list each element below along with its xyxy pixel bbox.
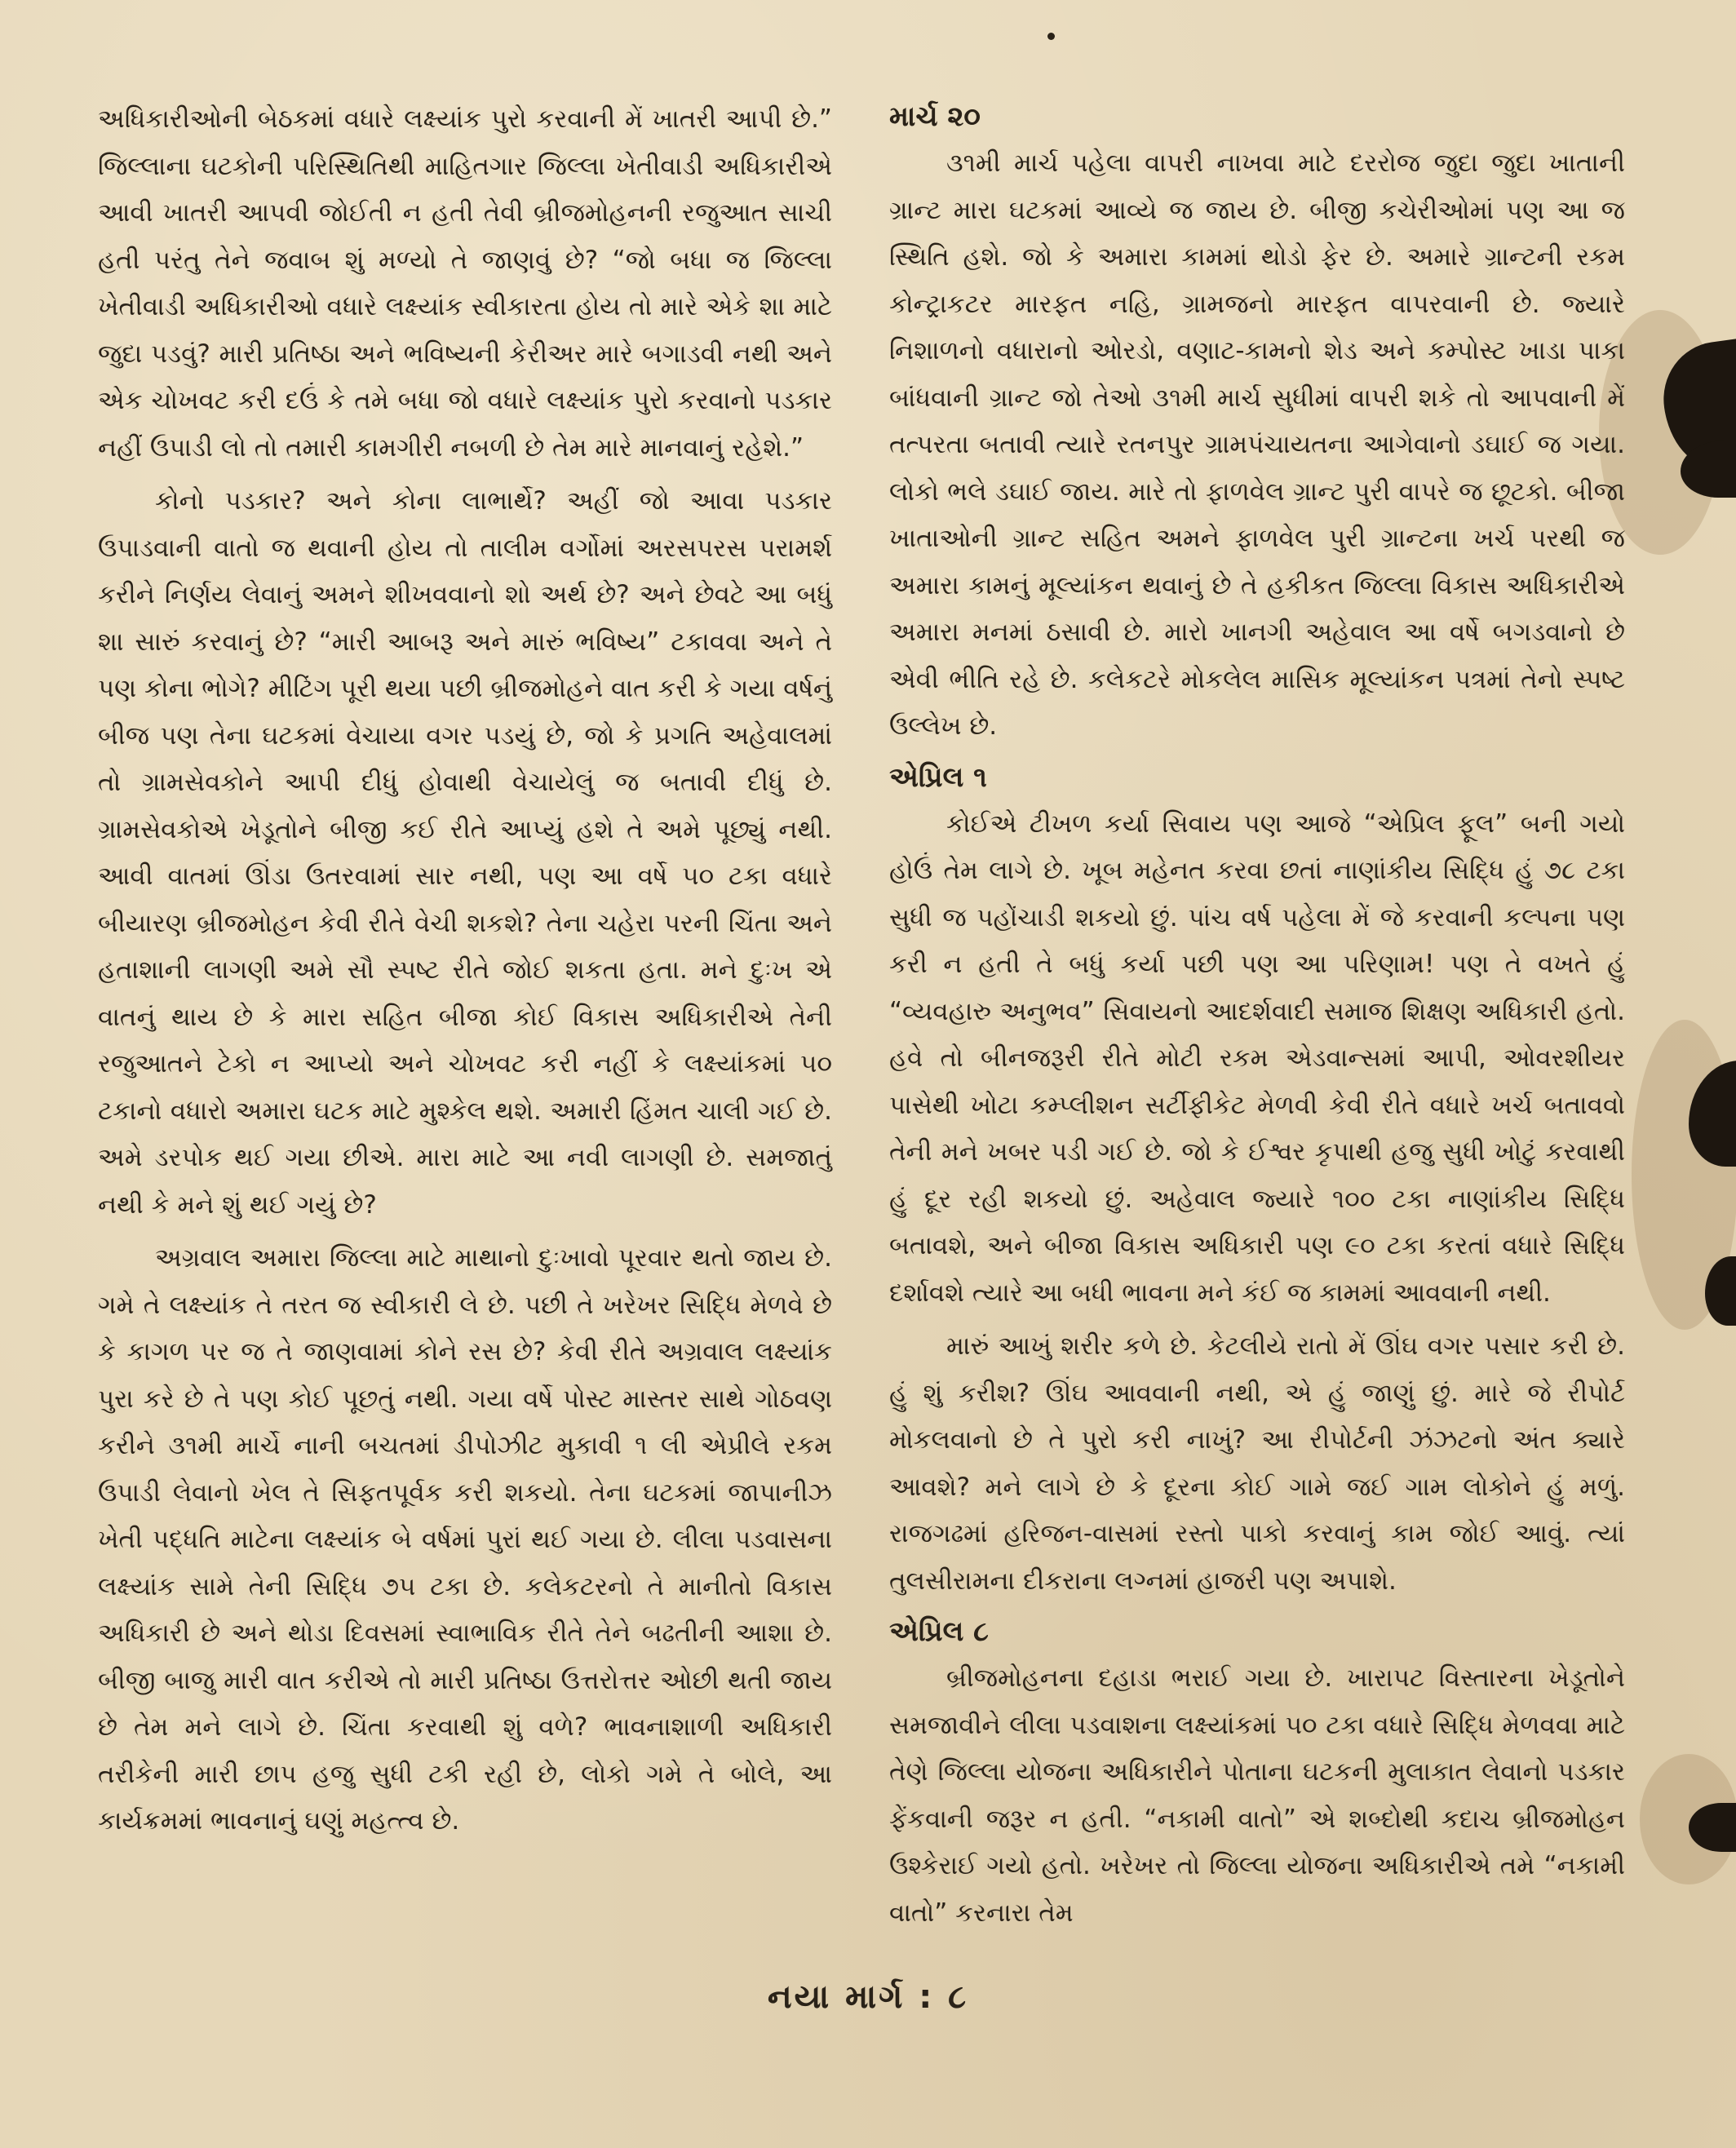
diary-date-heading: એપ્રિલ ૮	[889, 1615, 989, 1648]
body-paragraph: ૩૧મી માર્ચ પહેલા વાપરી નાખવા માટે દરરોજ જુદા જુદા ખાતાની ગ્રાન્ટ મારા ઘટકમાં આવ્યે જ જાય છે. બીજી કચેરીઓમાં પણ આ જ સ્થિતિ હશે. જો કે અમારા કામમાં થોડો ફેર છે. અમારે ગ્રાન્ટની રકમ કોન્ટ્રાકટર મારફત નહિ, ગ્રામજનો મારફત વાપરવાની છે. જ્યારે નિશાળનો વધારાનો ઓરડો, વણાટ-કામનો શેડ અને કમ્પોસ્ટ ખાડા પાકા બાંધવાની ગ્રાન્ટ જો તેઓ ૩૧મી માર્ચ સુધીમાં વાપરી શકે તો આપવાની મેં તત્પરતા બતાવી ત્યારે રતનપુર ગ્રામપંચાયતના આગેવાનો ડઘાઈ જ ગયા. લોકો ભલે ડઘાઈ જાય. મારે તો ફાળવેલ ગ્રાન્ટ પુરી વાપરે જ છૂટકો. બીજા ખાતાઓની ગ્રાન્ટ સહિત અમને ફાળવેલ પુરી ગ્રાન્ટના ખર્ચ પરથી જ અમારા કામનું મૂલ્યાંકન થવાનું છે તે હકીકત જિલ્લા વિકાસ અધિકારીએ અમારા મનમાં ઠસાવી છે. મારો ખાનગી અહેવાલ આ વર્ષે બગડવાનો છે એવી ભીતિ રહે છે. કલેકટરે મોકલેલ માસિક મૂલ્યાંકન પત્રમાં તેનો સ્પષ્ટ ઉલ્લેખ છે.	[889, 148, 1625, 741]
page-footer: નયા માર્ગ : ૮	[767, 1978, 969, 2016]
diary-date-heading: માર્ચ ૨૦	[889, 100, 981, 133]
right-column	[889, 96, 1625, 1943]
print-mark	[1047, 33, 1055, 40]
body-paragraph: અગ્રવાલ અમારા જિલ્લા માટે માથાનો દુઃખાવો પૂરવાર થતો જાય છે. ગમે તે લક્ષ્યાંક તે તરત જ સ્વીકારી લે છે. પછી તે ખરેખર સિદ્ધિ મેળવે છે કે કાગળ પર જ તે જાણવામાં કોને રસ છે? કેવી રીતે અગ્રવાલ લક્ષ્યાંક પુરા કરે છે તે પણ કોઈ પૂછતું નથી. ગયા વર્ષે પોસ્ટ માસ્તર સાથે ગોઠવણ કરીને ૩૧મી માર્ચે નાની બચતમાં ડીપોઝીટ મુકાવી ૧ લી એપ્રીલે રકમ ઉપાડી લેવાનો ખેલ તે સિફતપૂર્વક કરી શકયો. તેના ઘટકમાં જાપાનીઝ ખેતી પદ્ધતિ માટેના લક્ષ્યાંક બે વર્ષમાં પુરાં થઈ ગયા છે. લીલા પડવાસના લક્ષ્યાંક સામે તેની સિદ્ધિ ૭૫ ટકા છે. કલેકટરનો તે માનીતો વિકાસ અધિકારી છે અને થોડા દિવસમાં સ્વાભાવિક રીતે તેને બઢતીની આશા છે. બીજી બાજુ મારી વાત કરીએ તો મારી પ્રતિષ્ઠા ઉત્તરોત્તર ઓછી થતી જાય છે તેમ મને લાગે છે. ચિંતા કરવાથી શું વળે? ભાવનાશાળી અધિકારી તરીકેની મારી છાપ હજુ સુધી ટકી રહી છે, લોકો ગમે તે બોલે, આ કાર્યક્રમમાં ભાવનાનું ઘણું મહત્ત્વ છે.	[98, 1243, 832, 1836]
body-paragraph: બ્રીજમોહનના દહાડા ભરાઈ ગયા છે. ખારાપટ વિસ્તારના ખેડૂતોને સમજાવીને લીલા પડવાશના લક્ષ્યાંકમાં ૫૦ ટકા વધારે સિદ્ધિ મેળવવા માટે તેણે જિલ્લા યોજના અધિકારીને પોતાના ઘટકની મુલાકાત લેવાનો પડકાર ફેંકવાની જરૂર ન હતી. “નકામી વાતો” એ શબ્દોથી કદાચ બ્રીજમોહન ઉશ્કેરાઈ ગયો હતો. ખરેખર તો જિલ્લા યોજના અધિકારીએ તમે “નકામી વાતો” કરનારા તેમ	[889, 1663, 1625, 1928]
diary-date-heading: એપ્રિલ ૧	[889, 760, 987, 794]
body-paragraph: કોઈએ ટીખળ કર્યા સિવાય પણ આજે “એપ્રિલ ફૂલ” બની ગયો હોઉં તેમ લાગે છે. ખૂબ મહેનત કરવા છતાં નાણાંકીય સિદ્ધિ હું ૭૮ ટકા સુધી જ પહોંચાડી શકયો છું. પાંચ વર્ષ પહેલા મેં જે કરવાની કલ્પના પણ કરી ન હતી તે બધું કર્યા પછી પણ આ પરિણામ! પણ તે વખતે હું “વ્યવહારુ અનુભવ” સિવાયનો આદર્શવાદી સમાજ શિક્ષણ અધિકારી હતો. હવે તો બીનજરૂરી રીતે મોટી રકમ એડવાન્સમાં આપી, ઓવરશીયર પાસેથી ખોટા કમ્પ્લીશન સર્ટીફીકેટ મેળવી કેવી રીતે વધારે ખર્ચ બતાવવો તેની મને ખબર પડી ગઈ છે. જો કે ઈશ્વર કૃપાથી હજુ સુધી ખોટું કરવાથી હું દૂર રહી શકયો છું. અહેવાલ જ્યારે ૧૦૦ ટકા નાણાંકીય સિદ્ધિ બતાવશે, અને બીજા વિકાસ અધિકારી પણ ૯૦ ટકા કરતાં વધારે સિદ્ધિ દર્શાવશે ત્યારે આ બધી ભાવના મને કંઈ જ કામમાં આવવાની નથી.	[889, 808, 1625, 1308]
body-paragraph: અધિકારીઓની બેઠકમાં વધારે લક્ષ્યાંક પુરો કરવાની મેં ખાતરી આપી છે.” જિલ્લાના ઘટકોની પરિસ્થિતિથી માહિતગાર જિલ્લા ખેતીવાડી અધિકારીએ આવી ખાતરી આપવી જોઈતી ન હતી તેવી બ્રીજમોહનની રજુઆત સાચી હતી પરંતુ તેને જવાબ શું મળ્યો તે જાણવું છે? “જો બધા જ જિલ્લા ખેતીવાડી અધિકારીઓ વધારે લક્ષ્યાંક સ્વીકારતા હોય તો મારે એકે શા માટે જુદા પડવું? મારી પ્રતિષ્ઠા અને ભવિષ્યની કેરીઅર મારે બગાડવી નથી અને એક ચોખવટ કરી દઉં કે તમે બધા જો વધારે લક્ષ્યાંક પુરો કરવાનો પડકાર નહીં ઉપાડી લો તો તમારી કામગીરી નબળી છે તેમ મારે માનવાનું રહેશે.”	[98, 104, 832, 463]
body-paragraph: મારું આખું શરીર કળે છે. કેટલીયે રાતો મેં ઊંઘ વગર પસાર કરી છે. હું શું કરીશ? ઊંઘ આવવાની નથી, એ હું જાણું છું. મારે જે રીપોર્ટ મોકલવાનો છે તે પુરો કરી નાખું? આ રીપોર્ટની ઝંઝટનો અંત ક્યારે આવશે? મને લાગે છે કે દૂરના કોઈ ગામે જઈ ગામ લોકોને હું મળું. રાજગઢમાં હરિજન-વાસમાં રસ્તો પાકો કરવાનું કામ જોઈ આવું. ત્યાં તુલસીરામના દીકરાના લગ્નમાં હાજરી પણ અપાશે.	[889, 1331, 1625, 1596]
body-paragraph: કોનો પડકાર? અને કોના લાભાર્થે? અહીં જો આવા પડકાર ઉપાડવાની વાતો જ થવાની હોય તો તાલીમ વર્ગોમાં અરસપરસ પરામર્શ કરીને નિર્ણય લેવાનું અમને શીખવવાનો શો અર્થ છે? અને છેવટે આ બધું શા સારું કરવાનું છે? “મારી આબરૂ અને મારું ભવિષ્ય” ટકાવવા અને તે પણ કોના ભોગે? મીટિંગ પૂરી થયા પછી બ્રીજમોહને વાત કરી કે ગયા વર્ષનું બીજ પણ તેના ઘટકમાં વેચાયા વગર પડયું છે, જો કે પ્રગતિ અહેવાલમાં તો ગ્રામસેવકોને આપી દીધું હોવાથી વેચાયેલું જ બતાવી દીધું છે. ગ્રામસેવકોએ ખેડૂતોને બીજી કઈ રીતે આપ્યું હશે તે અમે પૂછ્યું નથી. આવી વાતમાં ઊંડા ઉતરવામાં સાર નથી, પણ આ વર્ષે ૫૦ ટકા વધારે બીયારણ બ્રીજમોહન કેવી રીતે વેચી શકશે? તેના ચહેરા પરની ચિંતા અને હતાશાની લાગણી અમે સૌ સ્પષ્ટ રીતે જોઈ શકતા હતા. મને દુઃખ એ વાતનું થાય છે કે મારા સહિત બીજા કોઈ વિકાસ અધિકારીએ તેની રજુઆતને ટેકો ન આપ્યો અને ચોખવટ કરી નહીં કે લક્ષ્યાંકમાં ૫૦ ટકાનો વધારો અમારા ઘટક માટે મુશ્કેલ થશે. અમારી હિંમત ચાલી ગઈ છે. અમે ડરપોક થઈ ગયા છીએ. મારા માટે આ નવી લાગણી છે. સમજાતું નથી કે મને શું થઈ ગયું છે?	[98, 486, 832, 1220]
left-column	[98, 96, 832, 1852]
